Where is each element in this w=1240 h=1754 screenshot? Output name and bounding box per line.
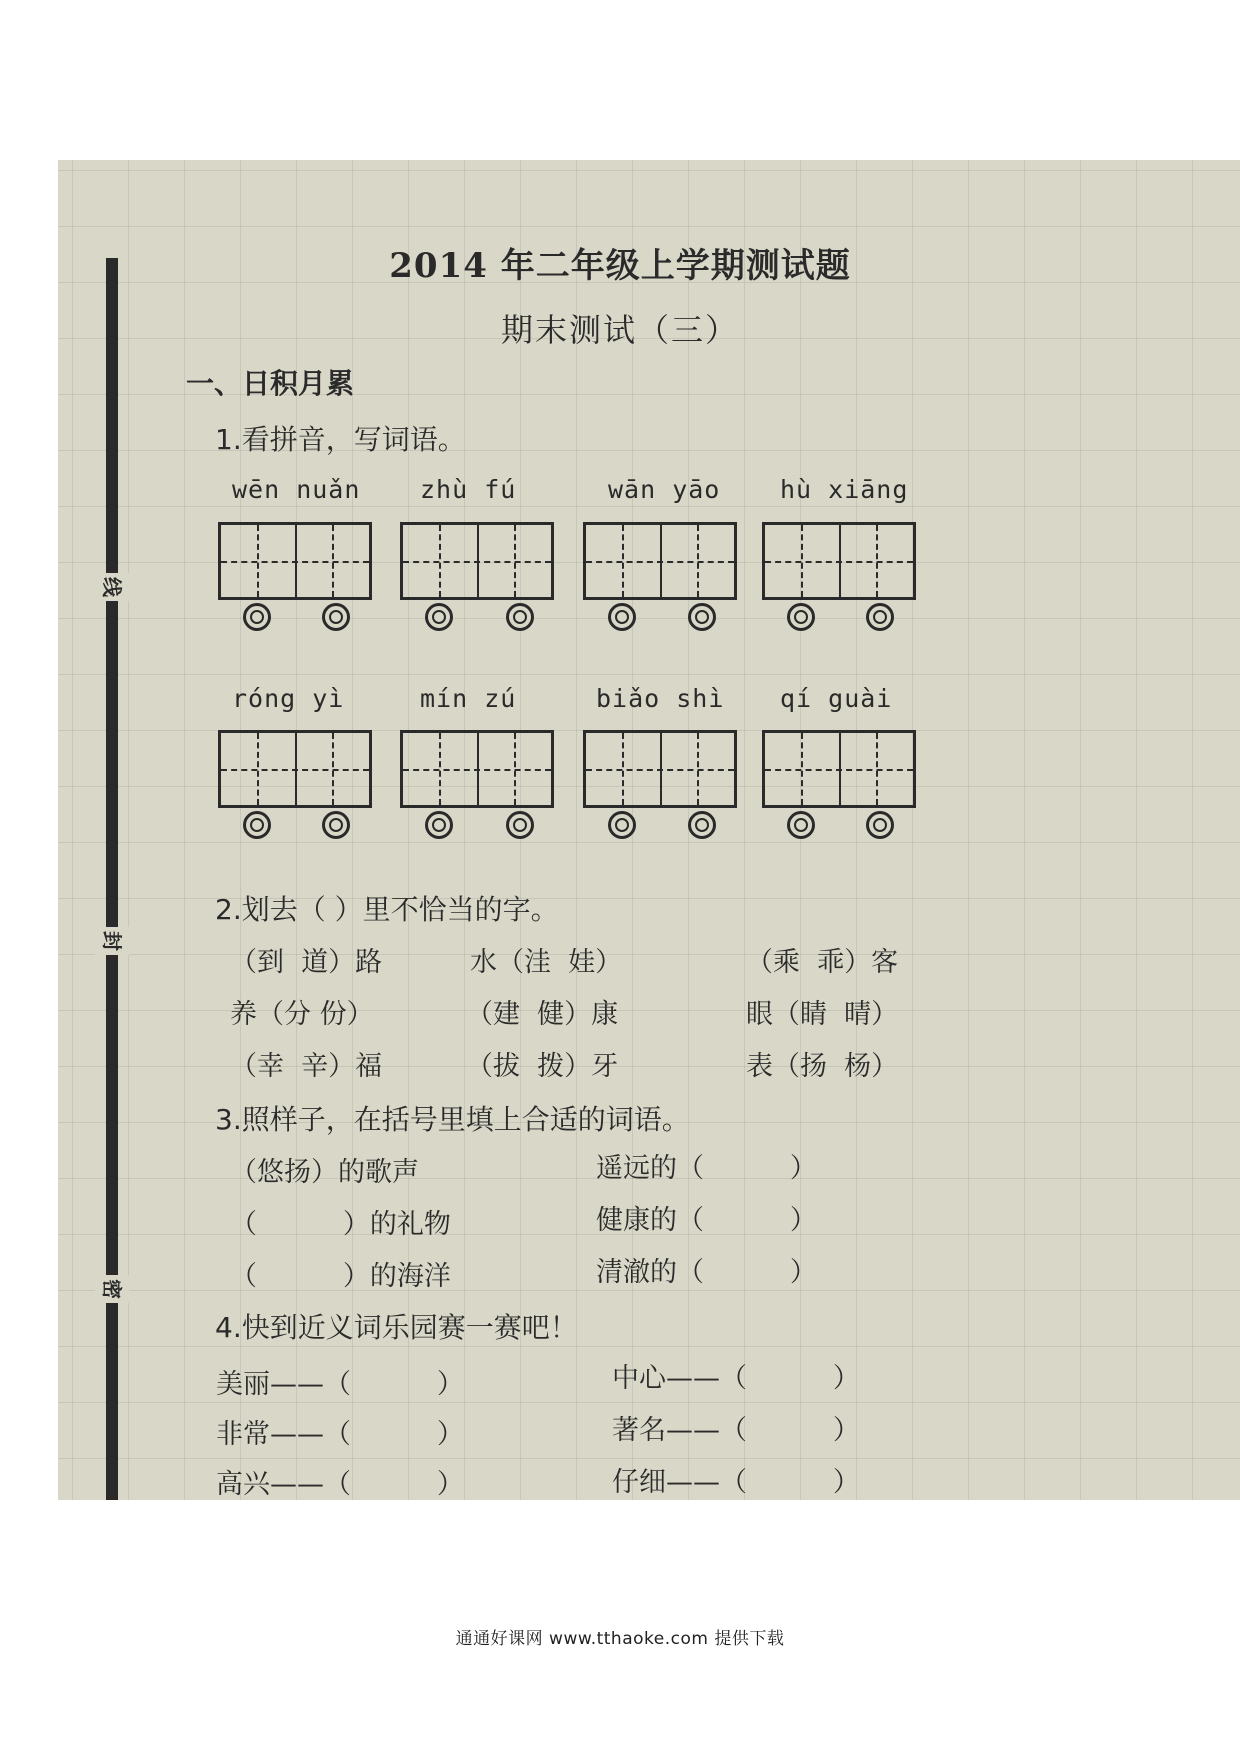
writing-box[interactable]: [400, 730, 554, 808]
footer-credit: 通通好课网 www.tthaoke.com 提供下载: [455, 1629, 785, 1649]
q4-item[interactable]: 著名——（ ）: [612, 1415, 860, 1446]
q2-item[interactable]: （到 道）路: [230, 947, 383, 978]
q2-item[interactable]: （幸 辛）福: [230, 1051, 383, 1082]
binding-label-feng: 封: [95, 927, 129, 955]
q2-item[interactable]: 水（洼 娃）: [470, 947, 623, 978]
writing-box[interactable]: [583, 730, 737, 808]
wheel-icon: [322, 811, 350, 839]
wheel-icon: [243, 811, 271, 839]
wheel-icon: [425, 811, 453, 839]
q4-item[interactable]: 高兴——（ ）: [216, 1469, 464, 1500]
section-heading: 一、日积月累: [186, 367, 355, 400]
wheel-icon: [787, 603, 815, 631]
pinyin-label: wān yāo: [608, 475, 721, 504]
wheel-icon: [608, 603, 636, 631]
q4-item[interactable]: 美丽——（ ）: [216, 1369, 464, 1400]
wheel-icon: [322, 603, 350, 631]
q4-item[interactable]: 非常——（ ）: [216, 1419, 464, 1450]
question-4-prompt: 4.快到近义词乐园赛一赛吧！: [215, 1311, 578, 1344]
pinyin-label: róng yì: [232, 684, 345, 713]
wheel-icon: [866, 603, 894, 631]
q3-item[interactable]: 清澈的（ ）: [596, 1257, 817, 1288]
pinyin-label: wēn nuǎn: [232, 475, 361, 504]
page-subtitle: 期末测试（三）: [500, 311, 739, 349]
wheel-icon: [608, 811, 636, 839]
q3-item[interactable]: 遥远的（ ）: [596, 1153, 817, 1184]
pinyin-label: zhù fú: [420, 475, 517, 504]
writing-box[interactable]: [218, 522, 372, 600]
binding-margin-line: [106, 258, 118, 1500]
pinyin-label: mín zú: [420, 684, 517, 713]
writing-box[interactable]: [583, 522, 737, 600]
q2-item[interactable]: 表（扬 杨）: [746, 1051, 899, 1082]
writing-box[interactable]: [400, 522, 554, 600]
q2-item[interactable]: 养（分 份）: [230, 999, 374, 1030]
scanned-page: [58, 160, 1240, 1500]
writing-box[interactable]: [762, 730, 916, 808]
wheel-icon: [866, 811, 894, 839]
q2-item[interactable]: （乘 乖）客: [746, 947, 899, 978]
writing-box[interactable]: [762, 522, 916, 600]
question-2-prompt: 2.划去（ ）里不恰当的字。: [215, 893, 559, 926]
q3-item[interactable]: （ ）的海洋: [230, 1261, 451, 1292]
binding-label-mi: 密: [95, 1275, 129, 1303]
binding-label-xian: 线: [95, 573, 129, 601]
q4-item[interactable]: 中心——（ ）: [612, 1363, 860, 1394]
q3-item[interactable]: 健康的（ ）: [596, 1205, 817, 1236]
q4-item[interactable]: 仔细——（ ）: [612, 1467, 860, 1498]
wheel-icon: [688, 811, 716, 839]
wheel-icon: [506, 603, 534, 631]
writing-box[interactable]: [218, 730, 372, 808]
q2-item[interactable]: 眼（睛 晴）: [746, 999, 899, 1030]
wheel-icon: [787, 811, 815, 839]
q2-item[interactable]: （建 健）康: [466, 999, 619, 1030]
q2-item[interactable]: （拔 拨）牙: [466, 1051, 619, 1082]
pinyin-label: qí guài: [780, 684, 893, 713]
pinyin-label: hù xiāng: [780, 475, 909, 504]
wheel-icon: [506, 811, 534, 839]
question-3-prompt: 3.照样子，在括号里填上合适的词语。: [215, 1103, 690, 1136]
question-1-prompt: 1.看拼音，写词语。: [215, 423, 466, 456]
page-title: 2014 年二年级上学期测试题: [389, 246, 851, 286]
q3-item: （悠扬）的歌声: [230, 1157, 419, 1188]
wheel-icon: [688, 603, 716, 631]
wheel-icon: [243, 603, 271, 631]
q3-item[interactable]: （ ）的礼物: [230, 1209, 451, 1240]
pinyin-label: biǎo shì: [596, 684, 725, 713]
wheel-icon: [425, 603, 453, 631]
